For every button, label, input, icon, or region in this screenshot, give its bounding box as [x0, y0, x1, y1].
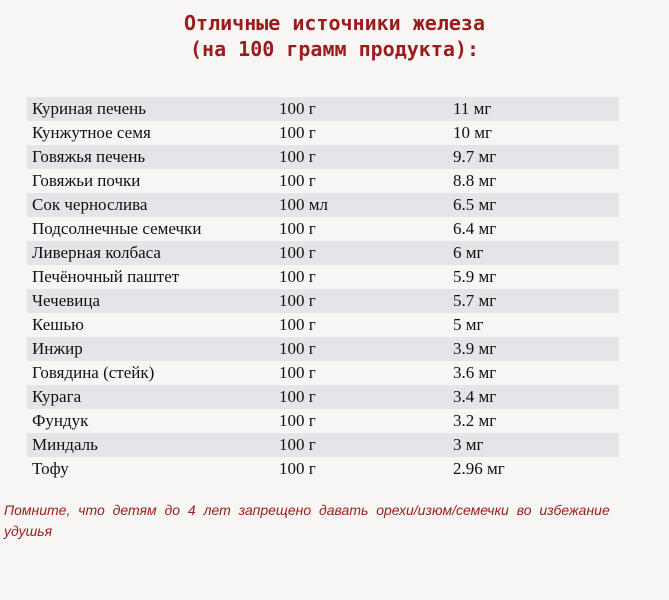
table-row [27, 337, 619, 361]
iron-amount-cell: 3.6 мг [453, 363, 497, 382]
iron-amount-cell: 2.96 мг [453, 459, 505, 478]
portion-cell: 100 г [279, 99, 316, 118]
product-cell: Кешью [32, 315, 84, 334]
title-line-2: (на 100 грамм продукта): [190, 37, 479, 61]
product-cell: Говяжья печень [32, 147, 146, 166]
product-cell: Чечевица [32, 291, 101, 310]
table-row [27, 433, 619, 457]
portion-cell: 100 г [279, 219, 316, 238]
iron-amount-cell: 3.2 мг [453, 411, 497, 430]
portion-cell: 100 г [279, 243, 316, 262]
iron-amount-cell: 11 мг [453, 99, 492, 118]
table-row [27, 265, 619, 289]
table-row [27, 169, 619, 193]
warning-note: Помните, что детям до 4 лет запрещено давать орехи/изюм/семечки во избежание удушья [4, 502, 610, 539]
table-row [27, 361, 619, 385]
product-cell: Печёночный паштет [32, 267, 180, 286]
portion-cell: 100 г [279, 171, 316, 190]
portion-cell: 100 г [279, 387, 316, 406]
iron-amount-cell: 3.9 мг [453, 339, 497, 358]
product-cell: Кунжутное семя [32, 123, 151, 142]
title-line-1: Отличные источники железа [183, 11, 486, 35]
product-cell: Куриная печень [32, 99, 147, 118]
product-cell: Инжир [32, 339, 83, 358]
table-row [27, 409, 619, 433]
iron-amount-cell: 5 мг [453, 315, 484, 334]
table-row [27, 385, 619, 409]
table-row [27, 217, 619, 241]
product-cell: Подсолнечные семечки [32, 219, 202, 238]
table-row [27, 145, 619, 169]
iron-amount-cell: 5.7 мг [453, 291, 497, 310]
iron-amount-cell: 3.4 мг [453, 387, 497, 406]
iron-amount-cell: 6.5 мг [453, 195, 497, 214]
table-row [27, 457, 619, 481]
portion-cell: 100 г [279, 411, 316, 430]
portion-cell: 100 мл [279, 195, 328, 214]
portion-cell: 100 г [279, 435, 316, 454]
product-cell: Миндаль [32, 435, 98, 454]
iron-amount-cell: 10 мг [453, 123, 492, 142]
product-cell: Ливерная колбаса [32, 243, 161, 262]
iron-amount-cell: 9.7 мг [453, 147, 497, 166]
table-row [27, 97, 619, 121]
portion-cell: 100 г [279, 315, 316, 334]
table-row [27, 289, 619, 313]
portion-cell: 100 г [279, 339, 316, 358]
iron-amount-cell: 5.9 мг [453, 267, 497, 286]
product-cell: Курага [32, 387, 82, 406]
portion-cell: 100 г [279, 147, 316, 166]
iron-sources-table [27, 97, 619, 481]
iron-amount-cell: 6.4 мг [453, 219, 497, 238]
iron-amount-cell: 8.8 мг [453, 171, 497, 190]
portion-cell: 100 г [279, 459, 316, 478]
table-row [27, 193, 619, 217]
table-row [27, 241, 619, 265]
table-row [27, 313, 619, 337]
iron-amount-cell: 6 мг [453, 243, 484, 262]
portion-cell: 100 г [279, 363, 316, 382]
iron-amount-cell: 3 мг [453, 435, 484, 454]
portion-cell: 100 г [279, 123, 316, 142]
table-row [27, 121, 619, 145]
product-cell: Говядина (стейк) [32, 363, 155, 382]
portion-cell: 100 г [279, 267, 316, 286]
page-title [0, 10, 669, 62]
portion-cell: 100 г [279, 291, 316, 310]
product-cell: Сок чернослива [32, 195, 148, 214]
product-cell: Тофу [32, 459, 69, 478]
product-cell: Говяжьи почки [32, 171, 141, 190]
product-cell: Фундук [32, 411, 89, 430]
